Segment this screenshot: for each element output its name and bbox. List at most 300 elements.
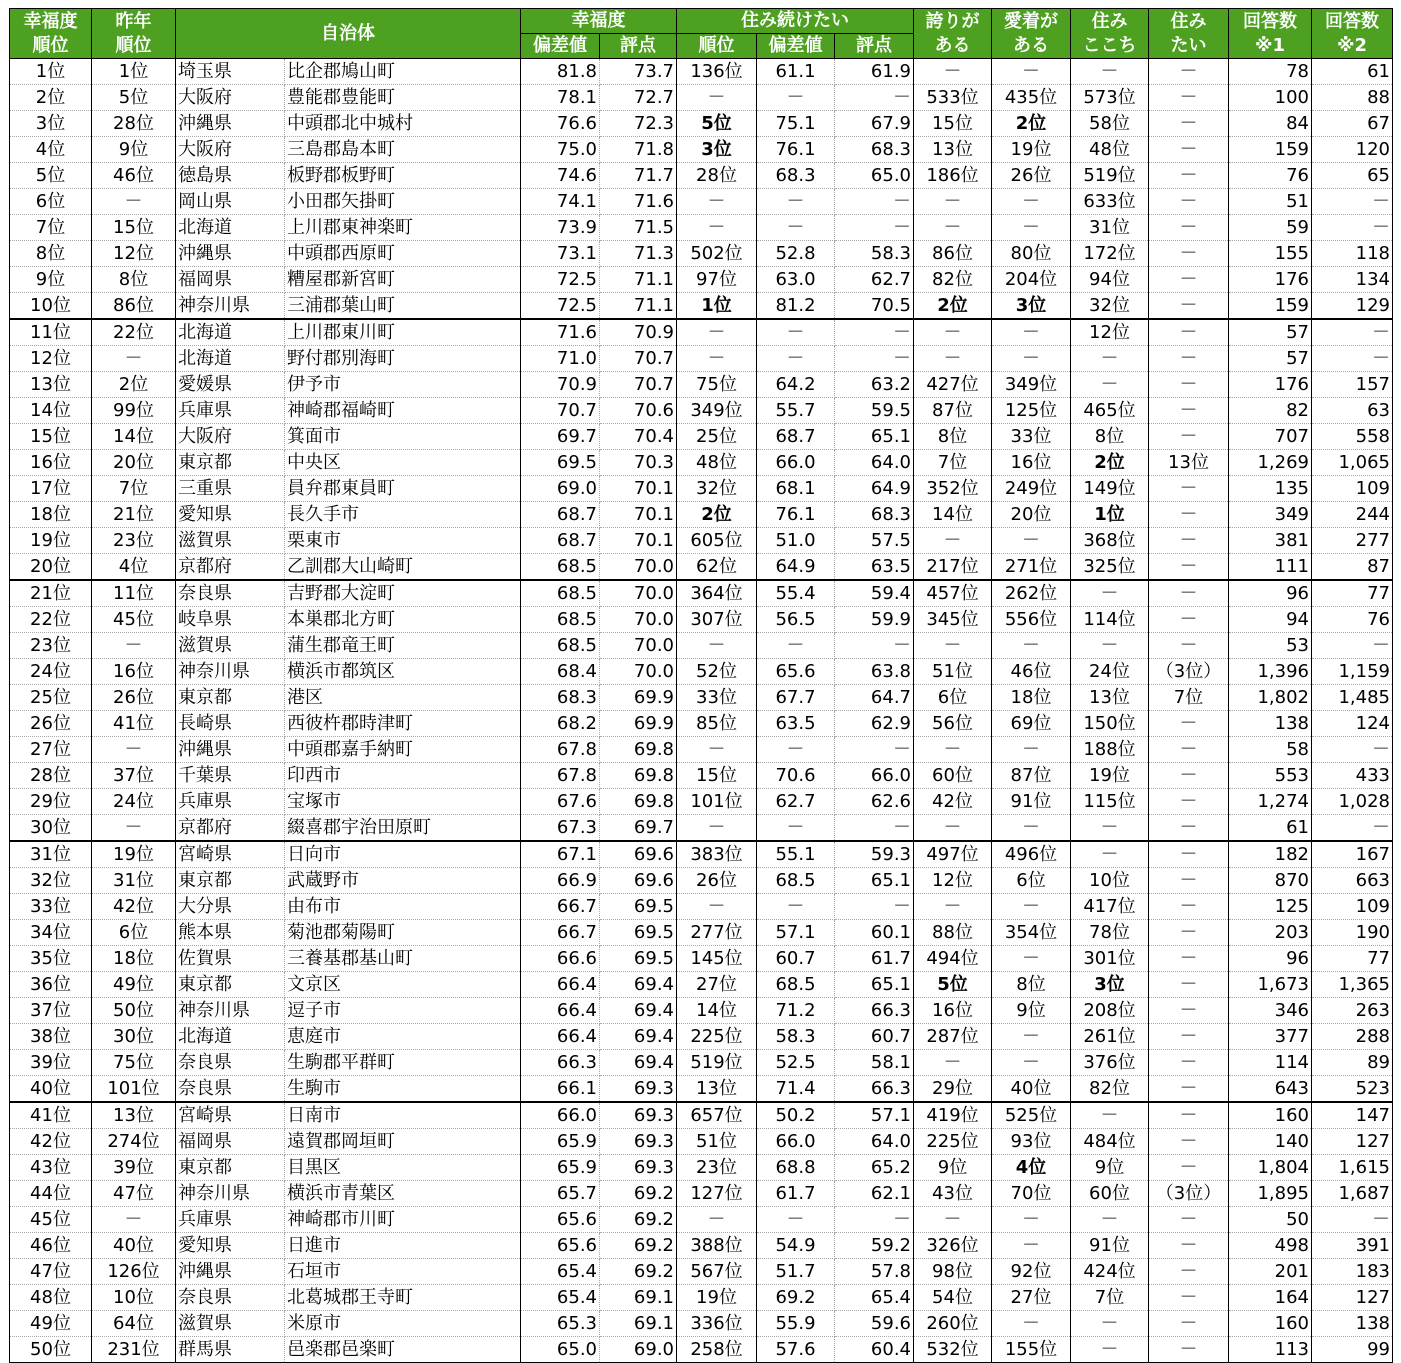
prev-rank-cell: 4位 [92, 554, 176, 581]
stay-deviation-cell: 56.5 [757, 607, 835, 633]
stay-rank-cell: 136位 [677, 59, 757, 85]
stay-deviation-cell: 55.4 [757, 580, 835, 607]
want-rank-cell: － [1149, 1233, 1229, 1259]
happy-score-cell: 69.9 [600, 685, 677, 711]
prefecture-cell: 沖縄県 [176, 111, 285, 137]
rank-cell: 26位 [10, 711, 92, 737]
rank-cell: 48位 [10, 1285, 92, 1311]
happy-deviation-cell: 65.3 [521, 1311, 600, 1337]
happy-deviation-cell: 66.7 [521, 894, 600, 920]
comfort-rank-cell: 9位 [1071, 1155, 1149, 1181]
answers1-cell: 1,895 [1229, 1181, 1312, 1207]
stay-rank-cell: 85位 [677, 711, 757, 737]
stay-rank-cell: 28位 [677, 163, 757, 189]
stay-deviation-cell: － [757, 633, 835, 659]
stay-deviation-cell: 63.0 [757, 267, 835, 293]
stay-deviation-cell: 50.2 [757, 1102, 835, 1129]
table-row [10, 894, 1393, 920]
stay-rank-cell: 502位 [677, 241, 757, 267]
want-rank-cell: － [1149, 319, 1229, 346]
attachment-rank-cell: 249位 [992, 476, 1071, 502]
answers1-cell: 346 [1229, 998, 1312, 1024]
answers1-cell: 1,396 [1229, 659, 1312, 685]
comfort-rank-cell: 573位 [1071, 85, 1149, 111]
rank-cell: 23位 [10, 633, 92, 659]
stay-rank-cell: － [677, 85, 757, 111]
answers1-cell: 96 [1229, 946, 1312, 972]
municipality-cell: 港区 [285, 685, 521, 711]
stay-deviation-cell: 60.7 [757, 946, 835, 972]
comfort-header-line1: 住み [1091, 10, 1128, 32]
happiness-deviation-header: 偏差値 [521, 34, 600, 59]
comfort-rank-cell: 32位 [1071, 293, 1149, 320]
attachment-rank-cell: 70位 [992, 1181, 1071, 1207]
table-row [10, 241, 1393, 267]
answers2-cell: 127 [1312, 1129, 1393, 1155]
happy-deviation-cell: 66.3 [521, 1050, 600, 1076]
pride-rank-cell: 345位 [914, 607, 992, 633]
attachment-rank-cell: 556位 [992, 607, 1071, 633]
prefecture-cell: 兵庫県 [176, 1207, 285, 1233]
comfort-rank-cell: 94位 [1071, 267, 1149, 293]
pride-rank-cell: 56位 [914, 711, 992, 737]
answers1-cell: 1,802 [1229, 685, 1312, 711]
happy-deviation-cell: 66.6 [521, 946, 600, 972]
happy-score-cell: 69.8 [600, 737, 677, 763]
attachment-rank-cell: － [992, 737, 1071, 763]
table-row [10, 737, 1393, 763]
happy-score-cell: 69.6 [600, 841, 677, 868]
municipality-cell: 横浜市都筑区 [285, 659, 521, 685]
answers1-cell: 1,274 [1229, 789, 1312, 815]
municipality-cell: 神崎郡市川町 [285, 1207, 521, 1233]
answers2-cell: 109 [1312, 476, 1393, 502]
stay-rank-cell: 307位 [677, 607, 757, 633]
municipality-cell: 印西市 [285, 763, 521, 789]
comfort-rank-cell: 82位 [1071, 1076, 1149, 1103]
answers1-cell: 349 [1229, 502, 1312, 528]
happy-score-cell: 69.7 [600, 815, 677, 842]
stay-deviation-cell: － [757, 215, 835, 241]
pride-rank-cell: 9位 [914, 1155, 992, 1181]
table-row [10, 528, 1393, 554]
pride-rank-cell: 43位 [914, 1181, 992, 1207]
comfort-rank-cell: 13位 [1071, 685, 1149, 711]
municipality-cell: 中頭郡嘉手納町 [285, 737, 521, 763]
prefecture-cell: 滋賀県 [176, 1311, 285, 1337]
comfort-rank-cell: － [1071, 1207, 1149, 1233]
attachment-rank-cell: － [992, 319, 1071, 346]
prefecture-cell: 奈良県 [176, 580, 285, 607]
prefecture-cell: 神奈川県 [176, 659, 285, 685]
rank-cell: 33位 [10, 894, 92, 920]
happy-deviation-cell: 66.1 [521, 1076, 600, 1103]
attachment-header [992, 9, 1071, 59]
stay-score-cell: 65.0 [835, 163, 914, 189]
want-header-line1: 住み [1170, 10, 1207, 32]
comfort-rank-cell: － [1071, 346, 1149, 372]
municipality-cell: 本巣郡北方町 [285, 607, 521, 633]
answers2-cell: 263 [1312, 998, 1393, 1024]
comfort-rank-cell: 114位 [1071, 607, 1149, 633]
prev-rank-cell: － [92, 346, 176, 372]
stay-deviation-cell: 70.6 [757, 763, 835, 789]
happy-score-cell: 71.7 [600, 163, 677, 189]
stay-score-cell: 63.2 [835, 372, 914, 398]
stay-deviation-cell: 69.2 [757, 1285, 835, 1311]
stay-score-cell: 57.5 [835, 528, 914, 554]
happy-score-cell: 70.3 [600, 450, 677, 476]
answers1-cell: 176 [1229, 267, 1312, 293]
pride-rank-cell: 42位 [914, 789, 992, 815]
happy-score-cell: 69.4 [600, 1024, 677, 1050]
pride-rank-cell: 60位 [914, 763, 992, 789]
answers1-cell: 159 [1229, 137, 1312, 163]
happy-score-cell: 69.5 [600, 920, 677, 946]
municipality-cell: 板野郡板野町 [285, 163, 521, 189]
table-row [10, 189, 1393, 215]
comfort-rank-cell: － [1071, 633, 1149, 659]
comfort-rank-cell: 19位 [1071, 763, 1149, 789]
attachment-rank-cell: － [992, 633, 1071, 659]
prefecture-cell: 大阪府 [176, 424, 285, 450]
rank-cell: 35位 [10, 946, 92, 972]
prefecture-cell: 福岡県 [176, 1129, 285, 1155]
attachment-rank-cell: 80位 [992, 241, 1071, 267]
rank-cell: 31位 [10, 841, 92, 868]
prev-rank-cell: 64位 [92, 1311, 176, 1337]
happy-deviation-cell: 69.5 [521, 450, 600, 476]
want-rank-cell: － [1149, 398, 1229, 424]
comfort-rank-cell: － [1071, 372, 1149, 398]
prev-rank-cell: 231位 [92, 1337, 176, 1363]
stay-score-cell: 65.2 [835, 1155, 914, 1181]
stay-rank-cell: 15位 [677, 763, 757, 789]
municipality-cell: 三島郡島本町 [285, 137, 521, 163]
rank-cell: 19位 [10, 528, 92, 554]
table-row [10, 868, 1393, 894]
answers2-cell: 1,365 [1312, 972, 1393, 998]
answers2-cell: － [1312, 1207, 1393, 1233]
want-rank-cell: － [1149, 1050, 1229, 1076]
happy-score-cell: 69.2 [600, 1259, 677, 1285]
stay-rank-cell: 101位 [677, 789, 757, 815]
answers2-cell: 1,687 [1312, 1181, 1393, 1207]
want-rank-cell: － [1149, 607, 1229, 633]
happy-score-cell: 69.9 [600, 711, 677, 737]
attachment-rank-cell: － [992, 1207, 1071, 1233]
prev-rank-cell: 7位 [92, 476, 176, 502]
attachment-rank-cell: － [992, 1233, 1071, 1259]
table-row [10, 215, 1393, 241]
happy-score-cell: 70.0 [600, 554, 677, 581]
answers1-cell: 96 [1229, 580, 1312, 607]
want-rank-cell: （3位） [1149, 1181, 1229, 1207]
ans1-header-line2: ※1 [1254, 34, 1286, 56]
municipality-cell: 日進市 [285, 1233, 521, 1259]
stay-rank-cell: 519位 [677, 1050, 757, 1076]
happy-deviation-cell: 70.7 [521, 398, 600, 424]
attachment-rank-cell: － [992, 946, 1071, 972]
answers2-cell: 87 [1312, 554, 1393, 581]
stay-deviation-cell: 76.1 [757, 502, 835, 528]
stay-deviation-cell: 66.0 [757, 450, 835, 476]
pride-rank-cell: 98位 [914, 1259, 992, 1285]
prev-rank-cell: 16位 [92, 659, 176, 685]
comfort-rank-cell: － [1071, 815, 1149, 842]
happy-deviation-cell: 65.7 [521, 1181, 600, 1207]
municipality-cell: 恵庭市 [285, 1024, 521, 1050]
pride-rank-cell: 533位 [914, 85, 992, 111]
pride-rank-cell: 12位 [914, 868, 992, 894]
answers2-cell: 167 [1312, 841, 1393, 868]
comfort-rank-cell: － [1071, 1311, 1149, 1337]
rank-cell: 46位 [10, 1233, 92, 1259]
rank-cell: 43位 [10, 1155, 92, 1181]
stay-rank-cell: 383位 [677, 841, 757, 868]
stay-rank-cell: 364位 [677, 580, 757, 607]
comfort-rank-cell: 368位 [1071, 528, 1149, 554]
table-row [10, 163, 1393, 189]
rank-cell: 15位 [10, 424, 92, 450]
happiness-score-header: 評点 [600, 34, 677, 59]
stay-rank-cell: 32位 [677, 476, 757, 502]
answers2-cell: － [1312, 346, 1393, 372]
prev-rank-cell: 20位 [92, 450, 176, 476]
stay-deviation-cell: － [757, 189, 835, 215]
stay-deviation-cell: 52.5 [757, 1050, 835, 1076]
prev-rank-cell: 126位 [92, 1259, 176, 1285]
stay-score-cell: 61.7 [835, 946, 914, 972]
happy-score-cell: 70.0 [600, 580, 677, 607]
attachment-rank-cell: 3位 [992, 293, 1071, 320]
pride-rank-cell: 88位 [914, 920, 992, 946]
pride-rank-cell: 16位 [914, 998, 992, 1024]
ans2-header-line1: 回答数 [1325, 10, 1379, 32]
stay-score-cell: － [835, 189, 914, 215]
pride-rank-cell: 497位 [914, 841, 992, 868]
rank-cell: 21位 [10, 580, 92, 607]
attachment-rank-cell: 8位 [992, 972, 1071, 998]
happy-deviation-cell: 68.5 [521, 633, 600, 659]
rank-cell: 8位 [10, 241, 92, 267]
answers2-cell: 134 [1312, 267, 1393, 293]
happy-score-cell: 69.3 [600, 1076, 677, 1103]
want-rank-cell: － [1149, 476, 1229, 502]
stay-deviation-cell: 68.7 [757, 424, 835, 450]
answers1-cell: 111 [1229, 554, 1312, 581]
rank-cell: 34位 [10, 920, 92, 946]
rank-cell: 41位 [10, 1102, 92, 1129]
prefecture-cell: 神奈川県 [176, 293, 285, 320]
want-rank-cell: － [1149, 711, 1229, 737]
table-row [10, 789, 1393, 815]
stay-score-cell: 62.9 [835, 711, 914, 737]
municipality-cell: 米原市 [285, 1311, 521, 1337]
want-rank-cell: － [1149, 554, 1229, 581]
want-rank-cell: － [1149, 894, 1229, 920]
happy-deviation-cell: 65.0 [521, 1337, 600, 1363]
want-rank-cell: － [1149, 1337, 1229, 1363]
comfort-rank-cell: － [1071, 59, 1149, 85]
answers2-cell: 76 [1312, 607, 1393, 633]
prev-rank-cell: 46位 [92, 163, 176, 189]
rank-cell: 37位 [10, 998, 92, 1024]
municipality-cell: 糟屋郡新宮町 [285, 267, 521, 293]
stay-rank-cell: 277位 [677, 920, 757, 946]
pride-rank-cell: － [914, 737, 992, 763]
pride-rank-cell: － [914, 189, 992, 215]
happy-score-cell: 69.8 [600, 763, 677, 789]
stay-score-cell: 59.5 [835, 398, 914, 424]
prev-rank-cell: 22位 [92, 319, 176, 346]
stay-score-cell: 59.6 [835, 1311, 914, 1337]
want-rank-cell: － [1149, 346, 1229, 372]
answers2-cell: 1,028 [1312, 789, 1393, 815]
pride-rank-cell: － [914, 215, 992, 241]
answers2-cell: 124 [1312, 711, 1393, 737]
attachment-rank-cell: － [992, 815, 1071, 842]
table-row [10, 111, 1393, 137]
comfort-rank-cell: 188位 [1071, 737, 1149, 763]
stay-rank-cell: － [677, 737, 757, 763]
attachment-rank-cell: － [992, 215, 1071, 241]
prev-rank-cell: 10位 [92, 1285, 176, 1311]
answers2-cell: 109 [1312, 894, 1393, 920]
want-rank-cell: － [1149, 580, 1229, 607]
attachment-rank-cell: 46位 [992, 659, 1071, 685]
stay-score-cell: 64.0 [835, 1129, 914, 1155]
answers1-cell: 182 [1229, 841, 1312, 868]
answers2-cell: － [1312, 737, 1393, 763]
pride-rank-cell: 86位 [914, 241, 992, 267]
comfort-rank-cell: 115位 [1071, 789, 1149, 815]
happy-deviation-cell: 68.5 [521, 580, 600, 607]
prefecture-cell: 奈良県 [176, 1285, 285, 1311]
want-rank-cell: － [1149, 111, 1229, 137]
stay-rank-cell: 25位 [677, 424, 757, 450]
happy-deviation-cell: 71.6 [521, 319, 600, 346]
stay-deviation-cell: － [757, 815, 835, 842]
prev-rank-cell: 19位 [92, 841, 176, 868]
comfort-rank-cell: 376位 [1071, 1050, 1149, 1076]
comfort-rank-cell: 3位 [1071, 972, 1149, 998]
table-row [10, 346, 1393, 372]
stay-deviation-cell: 71.2 [757, 998, 835, 1024]
stay-score-cell: 58.3 [835, 241, 914, 267]
prefecture-cell: 埼玉県 [176, 59, 285, 85]
prefecture-cell: 福岡県 [176, 267, 285, 293]
pride-header-line1: 誇りが [925, 10, 980, 32]
stay-deviation-cell: 67.7 [757, 685, 835, 711]
comfort-rank-cell: 2位 [1071, 450, 1149, 476]
prev-rank-cell: 12位 [92, 241, 176, 267]
want-rank-cell: － [1149, 502, 1229, 528]
stay-deviation-cell: 62.7 [757, 789, 835, 815]
attachment-rank-cell: 204位 [992, 267, 1071, 293]
stay-rank-cell: 23位 [677, 1155, 757, 1181]
answers1-cell: 61 [1229, 815, 1312, 842]
prefecture-cell: 沖縄県 [176, 241, 285, 267]
municipality-cell: 宝塚市 [285, 789, 521, 815]
happy-deviation-cell: 68.7 [521, 528, 600, 554]
municipality-cell: 文京区 [285, 972, 521, 998]
happy-deviation-cell: 67.6 [521, 789, 600, 815]
attachment-rank-cell: 26位 [992, 163, 1071, 189]
table-row [10, 972, 1393, 998]
answers2-cell: 391 [1312, 1233, 1393, 1259]
stay-score-cell: 70.5 [835, 293, 914, 320]
stay-rank-cell: 13位 [677, 1076, 757, 1103]
happy-score-cell: 70.9 [600, 319, 677, 346]
table-row [10, 1129, 1393, 1155]
stay-score-cell: 68.3 [835, 137, 914, 163]
comfort-rank-cell: 8位 [1071, 424, 1149, 450]
answers1-cell: 51 [1229, 189, 1312, 215]
stay-score-cell: 59.4 [835, 580, 914, 607]
rank-cell: 24位 [10, 659, 92, 685]
happy-score-cell: 70.0 [600, 607, 677, 633]
want-rank-cell: － [1149, 137, 1229, 163]
prev-rank-cell: 47位 [92, 1181, 176, 1207]
prev-rank-cell: 14位 [92, 424, 176, 450]
answers2-cell: 67 [1312, 111, 1393, 137]
happy-deviation-cell: 72.5 [521, 267, 600, 293]
pride-rank-cell: 29位 [914, 1076, 992, 1103]
want-rank-cell: － [1149, 633, 1229, 659]
answers1-cell: 140 [1229, 1129, 1312, 1155]
comfort-rank-cell: 58位 [1071, 111, 1149, 137]
pride-rank-cell: 225位 [914, 1129, 992, 1155]
happy-score-cell: 71.3 [600, 241, 677, 267]
table-row [10, 946, 1393, 972]
stay-score-cell: － [835, 1207, 914, 1233]
answers1-cell: 53 [1229, 633, 1312, 659]
stay-deviation-cell: 55.9 [757, 1311, 835, 1337]
answers2-cell: 1,159 [1312, 659, 1393, 685]
prev-rank-cell: 5位 [92, 85, 176, 111]
happy-deviation-cell: 66.4 [521, 972, 600, 998]
answers2-cell: 77 [1312, 946, 1393, 972]
stay-score-cell: － [835, 894, 914, 920]
want-rank-cell: － [1149, 215, 1229, 241]
rank-cell: 10位 [10, 293, 92, 320]
want-rank-cell: － [1149, 424, 1229, 450]
municipality-cell: 綴喜郡宇治田原町 [285, 815, 521, 842]
stay-deviation-cell: 68.5 [757, 868, 835, 894]
stay-score-cell: 60.1 [835, 920, 914, 946]
attachment-rank-cell: 93位 [992, 1129, 1071, 1155]
stay-score-cell: － [835, 737, 914, 763]
stay-score-cell: 59.2 [835, 1233, 914, 1259]
want-rank-cell: － [1149, 1076, 1229, 1103]
answers2-cell: 118 [1312, 241, 1393, 267]
stay-deviation-cell: 58.3 [757, 1024, 835, 1050]
attachment-rank-cell: 525位 [992, 1102, 1071, 1129]
happy-deviation-cell: 73.1 [521, 241, 600, 267]
prefecture-cell: 北海道 [176, 346, 285, 372]
answers2-cell: 244 [1312, 502, 1393, 528]
answers2-cell: 120 [1312, 137, 1393, 163]
answers1-cell: 498 [1229, 1233, 1312, 1259]
rank-cell: 39位 [10, 1050, 92, 1076]
want-rank-cell: － [1149, 1259, 1229, 1285]
attachment-rank-cell: 69位 [992, 711, 1071, 737]
rank-cell: 42位 [10, 1129, 92, 1155]
happy-deviation-cell: 78.1 [521, 85, 600, 111]
stay-score-cell: 66.0 [835, 763, 914, 789]
municipality-cell: 逗子市 [285, 998, 521, 1024]
